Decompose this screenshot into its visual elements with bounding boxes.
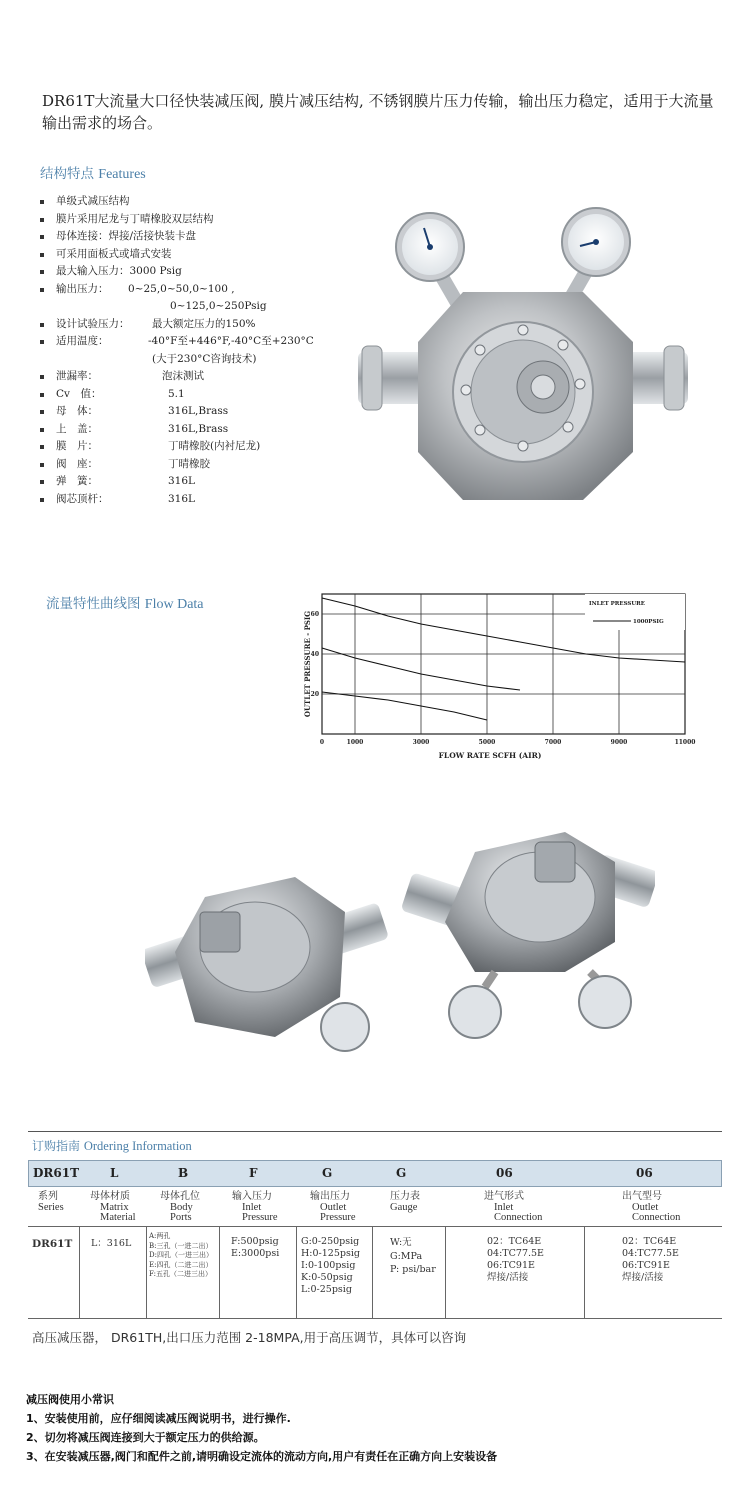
- ordering-label: 母体材质 Matrix Material: [90, 1191, 136, 1223]
- ordering-label: 输入压力 Inlet Pressure: [232, 1191, 278, 1223]
- bullet-icon: [40, 480, 44, 484]
- chart-x-tick: 5000: [478, 739, 496, 746]
- ports-options: A:两孔 B:三孔（一进二出） D:四孔（一进三出） E:四孔（二进二出） F:五孔（二进三出）: [149, 1232, 213, 1278]
- feature-item: [40, 403, 340, 421]
- feature-value: 316L,Brass: [168, 422, 229, 435]
- features-list: [40, 193, 340, 508]
- feature-item: [40, 421, 340, 439]
- chart-series-line-3: [322, 692, 487, 720]
- usage-tips: [26, 1390, 497, 1466]
- chart-y-tick: 20: [310, 691, 319, 698]
- feature-item: [40, 246, 340, 264]
- feature-key: 单级式减压结构: [56, 195, 130, 207]
- feature-value: 最大额定压力的150%: [152, 317, 256, 330]
- bullet-icon: [40, 235, 44, 239]
- col-divider: [219, 1226, 220, 1319]
- outlet-connection-options: 02：TC64E 04:TC77.5E 06:TC91E 焊接/活接: [622, 1236, 679, 1283]
- flow-title-en: Flow Data: [144, 597, 204, 612]
- bullet-icon: [40, 340, 44, 344]
- feature-item: [40, 438, 340, 456]
- ordering-label: 系列 Series: [38, 1191, 64, 1213]
- tip-line: 减压阀使用小常识: [26, 1393, 114, 1406]
- ordering-label: 输出压力 Outlet Pressure: [310, 1191, 356, 1223]
- ordering-header-cell: DR61T: [33, 1166, 80, 1180]
- feature-key: 阀 座：: [56, 457, 98, 470]
- intro-paragraph: DR61T大流量大口径快装减压阀, 膜片减压结构, 不锈钢膜片压力传输，输出压力稳定，适用于大流量输出需求的场合。: [42, 92, 714, 132]
- feature-key: 适用温度：: [56, 335, 109, 347]
- feature-item: [40, 368, 340, 386]
- chart-x-tick: 3000: [412, 739, 430, 746]
- feature-item: [40, 386, 340, 404]
- feature-item: [40, 281, 340, 299]
- features-title-en: Features: [98, 167, 146, 182]
- feature-item: [40, 193, 340, 211]
- bullet-icon: [40, 288, 44, 292]
- series-value: DR61T: [32, 1238, 73, 1250]
- tip-line: 1、安装使用前，应仔细阅读减压阀说明书，进行操作.: [26, 1412, 291, 1425]
- feature-value: 316L: [168, 475, 196, 487]
- col-divider: [296, 1226, 297, 1319]
- col-divider: [146, 1226, 147, 1319]
- ordering-header-cell: 06: [496, 1166, 513, 1180]
- feature-key: 膜片采用尼龙与丁晴橡胶双层结构: [56, 212, 214, 225]
- bullet-icon: [40, 323, 44, 327]
- chart-y-label: OUTLET PRESSURE - PSIG: [303, 610, 312, 718]
- feature-key: 设计试验压力：: [56, 317, 130, 330]
- chart-x-tick: 9000: [610, 739, 628, 746]
- feature-key: 母 体：: [56, 405, 98, 417]
- feature-item: [40, 211, 340, 229]
- feature-key: 上 盖：: [56, 422, 98, 435]
- ordering-header-cell: L: [110, 1166, 119, 1180]
- feature-key: Cv 值：: [56, 387, 102, 400]
- col-divider: [445, 1226, 446, 1319]
- chart-x-label: FLOW RATE SCFH (AIR): [438, 751, 542, 760]
- feature-item: [40, 263, 340, 281]
- inlet-connection-options: 02：TC64E 04:TC77.5E 06:TC91E 焊接/活接: [487, 1236, 544, 1283]
- bullet-icon: [40, 410, 44, 414]
- bullet-icon: [40, 270, 44, 274]
- feature-key: 弹 簧：: [56, 475, 98, 487]
- ordering-header-cell: G: [396, 1166, 407, 1180]
- feature-value: 丁晴橡胶(内衬尼龙): [168, 440, 261, 452]
- feature-value: -40°F至+446°F,-40°C至+230°C: [148, 335, 314, 347]
- ordering-title-cn: 订购指南: [32, 1139, 81, 1153]
- feature-value: 泡沫测试: [162, 370, 204, 382]
- feature-value: 0~25,0~50,0~100 ,: [128, 282, 235, 295]
- feature-item: [40, 473, 340, 491]
- material-value: L：316L: [91, 1238, 132, 1249]
- inlet-options: F:500psig E:3000psi: [231, 1236, 280, 1259]
- chart-y-tick: 60: [310, 611, 319, 618]
- ordering-rule: [28, 1131, 722, 1132]
- chart-x-tick: 11000: [674, 739, 696, 746]
- ordering-title-en: Ordering Information: [83, 1139, 192, 1153]
- feature-key: 膜 片：: [56, 440, 98, 452]
- ordering-header-cell: 06: [636, 1166, 653, 1180]
- chart-x-tick: 0: [319, 739, 325, 746]
- bullet-icon: [40, 253, 44, 257]
- feature-key: 阀芯顶杆：: [56, 492, 109, 505]
- tip-line: 3、在安装减压器,阀门和配件之前,请明确设定流体的流动方向,用户有责任在正确方向上安装设备: [26, 1450, 498, 1463]
- bullet-icon: [40, 218, 44, 222]
- chart-y-tick: 40: [310, 651, 319, 658]
- feature-item: [40, 491, 340, 509]
- feature-key: 母体连接：焊接/活接快装卡盘: [56, 230, 197, 242]
- feature-value: 316L: [168, 492, 196, 505]
- ordering-body: [28, 1226, 722, 1319]
- chart-x-tick: 1000: [346, 739, 364, 746]
- feature-key: 最大输入压力：3000 Psig: [56, 265, 182, 277]
- flow-chart: [300, 586, 700, 766]
- flow-title-cn: 流量特性曲线图: [46, 596, 141, 612]
- chart-legend-label: 1000PSIG: [633, 619, 664, 625]
- bullet-icon: [40, 498, 44, 502]
- ordering-header-cell: B: [178, 1166, 189, 1180]
- feature-key: 泄漏率：: [56, 370, 98, 382]
- feature-item: [40, 228, 340, 246]
- feature-item: [40, 351, 340, 369]
- high-pressure-note: 高压减压器， DR61TH,出口压力范围 2-18MPA,用于高压调节，具体可以咨询: [32, 1330, 467, 1345]
- feature-value: 316L,Brass: [168, 405, 229, 417]
- feature-key: 输出压力：: [56, 282, 109, 295]
- feature-value: 0~125,0~250Psig: [170, 300, 267, 312]
- bullet-icon: [40, 445, 44, 449]
- outlet-options: G:0-250psig H:0-125psig I:0-100psig K:0-50psig L:0-25psig: [301, 1236, 360, 1295]
- feature-key: 可采用面板式或墙式安装: [56, 247, 172, 260]
- feature-value: 5.1: [168, 387, 185, 400]
- feature-item: [40, 298, 340, 316]
- ordering-header-bar: [28, 1160, 722, 1187]
- gauge-options: W:无 G:MPa P: psi/bar: [390, 1237, 436, 1275]
- ordering-label: 压力表 Gauge: [390, 1191, 420, 1213]
- ordering-header-cell: F: [249, 1166, 258, 1180]
- feature-value: 丁晴橡胶: [168, 457, 210, 470]
- ordering-header-cell: G: [322, 1166, 333, 1180]
- ordering-label: 进气形式 Inlet Connection: [484, 1191, 543, 1223]
- regulator-photo-pair: [145, 822, 655, 1052]
- chart-x-tick: 7000: [544, 739, 562, 746]
- ordering-label: 出气型号 Outlet Connection: [622, 1191, 681, 1223]
- ordering-title: [32, 1137, 192, 1154]
- feature-item: [40, 333, 340, 351]
- feature-value: (大于230°C咨询技术): [152, 352, 257, 365]
- tip-line: 2、切勿将减压阀连接到大于额定压力的供给源。: [26, 1431, 265, 1444]
- chart-legend-title: INLET PRESSURE: [589, 601, 645, 607]
- features-title: [40, 162, 146, 183]
- flow-title: [46, 592, 204, 613]
- col-divider: [584, 1226, 585, 1319]
- features-title-cn: 结构特点: [40, 166, 94, 182]
- chart-legend: [585, 594, 685, 630]
- regulator-photo-front: [358, 202, 688, 502]
- bullet-icon: [40, 463, 44, 467]
- col-divider: [372, 1226, 373, 1319]
- bullet-icon: [40, 393, 44, 397]
- col-divider: [79, 1226, 80, 1319]
- feature-item: [40, 456, 340, 474]
- bullet-icon: [40, 200, 44, 204]
- bullet-icon: [40, 375, 44, 379]
- bullet-icon: [40, 428, 44, 432]
- feature-item: [40, 316, 340, 334]
- ordering-label: 母体孔位 Body Ports: [160, 1191, 200, 1223]
